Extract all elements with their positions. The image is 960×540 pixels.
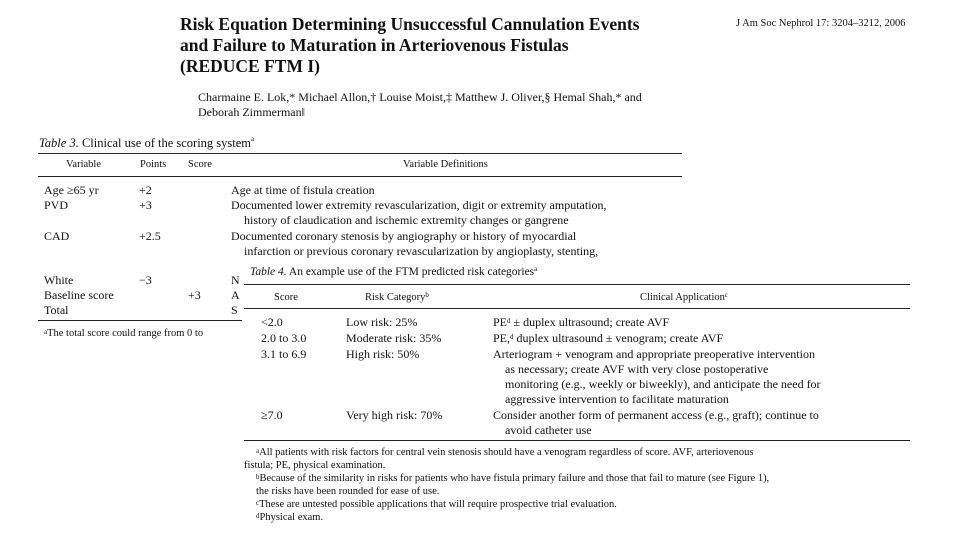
table3-row3-def: Documented coronary stenosis by angiography or history of myocardial bbox=[231, 229, 577, 243]
table4-col-application bbox=[640, 292, 728, 303]
table4-footnote-c bbox=[256, 498, 617, 511]
table3-row6-variable: Total bbox=[44, 303, 69, 317]
table4-row3-app-line3: monitoring (e.g., weekly or biweekly), and anticipate the need for bbox=[505, 377, 821, 391]
table3-col-score: Score bbox=[188, 159, 212, 170]
table4-footnote-d-sup: d bbox=[256, 512, 260, 520]
author-list bbox=[198, 90, 698, 120]
table4-row3-risk: High risk: 50% bbox=[346, 347, 420, 361]
table3-caption-label: Table 3. bbox=[39, 136, 79, 150]
table3-row3-variable: CAD bbox=[44, 229, 70, 243]
table3-col-definitions: Variable Definitions bbox=[403, 159, 488, 170]
table4-row4-app-line1: Consider another form of permanent access (e.g., graft); continue to bbox=[493, 408, 819, 422]
paper-title bbox=[180, 14, 720, 77]
table3-row2-def-cont: history of claudication and ischemic extremity changes or gangrene bbox=[244, 213, 569, 227]
table4-row2-risk: Moderate risk: 35% bbox=[346, 331, 442, 345]
table4-row2-app-text: duplex ultrasound ± venogram; create AVF bbox=[516, 331, 724, 345]
table3-row6-def: S bbox=[231, 303, 238, 317]
table4-footnote-d bbox=[256, 511, 323, 524]
table4-row1-score: <2.0 bbox=[261, 315, 283, 329]
table3-col-variable: Variable bbox=[66, 159, 101, 170]
table3-row5-score: +3 bbox=[188, 288, 201, 302]
title-line-2: and Failure to Maturation in Arteriovenous Fistulas bbox=[180, 35, 569, 55]
table3-col-points: Points bbox=[140, 159, 167, 170]
table4-row1-risk: Low risk: 25% bbox=[346, 315, 418, 329]
table4-row1-app-sup: d bbox=[507, 317, 511, 325]
table4-footnote-a-line2: fistula; PE, physical examination. bbox=[244, 460, 386, 471]
table4-row4-app-line2: avoid catheter use bbox=[505, 423, 592, 437]
table4-col-application-sup: c bbox=[724, 291, 728, 299]
table4-row2-app-sup: d bbox=[510, 333, 514, 341]
authors-line-1: Charmaine E. Lok,* Michael Allon,† Louise Moist,‡ Matthew J. Oliver,§ Hemal Shah,* and bbox=[198, 90, 642, 104]
table4-row3-score: 3.1 to 6.9 bbox=[261, 347, 307, 361]
table3-row3-points: +2.5 bbox=[139, 229, 161, 243]
table4-footnote-b-line2: the risks have been rounded for ease of use. bbox=[256, 486, 440, 497]
table3-row4-points: −3 bbox=[139, 273, 152, 287]
table3-caption-text: Clinical use of the scoring system bbox=[81, 136, 252, 150]
table4-row3-app-line2: as necessary; create AVF with very close postoperative bbox=[505, 362, 769, 376]
table4-caption-label: Table 4. bbox=[250, 266, 287, 278]
table4-row3-app-line4: aggressive intervention to facilitate maturation bbox=[505, 392, 729, 406]
table3-row1-points: +2 bbox=[139, 183, 152, 197]
table4-caption-sup: a bbox=[534, 265, 538, 273]
table3-row2-points: +3 bbox=[139, 198, 152, 212]
table4-footnote-c-sup: c bbox=[256, 499, 260, 507]
table4-footnote-c-text: These are untested possible applications that will require prospective trial evaluation. bbox=[259, 499, 617, 510]
authors-line-2: Deborah Zimmerman‖ bbox=[198, 105, 305, 119]
table4-col-risk-label: Risk Category bbox=[365, 292, 426, 303]
table4-row2-score: 2.0 to 3.0 bbox=[261, 331, 307, 345]
journal-citation: J Am Soc Nephrol 17: 3204–3212, 2006 bbox=[736, 18, 906, 29]
table3-row2-def: Documented lower extremity revascularization, digit or extremity amputation, bbox=[231, 198, 607, 212]
table4-footnote-a-line1 bbox=[256, 446, 754, 459]
table4-footnote-a-text: All patients with risk factors for central vein stenosis should have a venogram regardless of score. AVF, arteriovenous bbox=[259, 447, 754, 458]
table4-header-rule bbox=[244, 308, 910, 309]
table4-footnote-b-line1 bbox=[256, 472, 769, 485]
table4-row4-score: ≥7.0 bbox=[261, 408, 283, 422]
table4-caption bbox=[250, 266, 537, 278]
table3-row4-variable: White bbox=[44, 273, 74, 287]
table4-top-rule bbox=[244, 284, 910, 285]
table3-row1-def: Age at time of fistula creation bbox=[231, 183, 375, 197]
table4-col-score: Score bbox=[274, 292, 298, 303]
table4-caption-text: An example use of the FTM predicted risk categories bbox=[288, 266, 535, 278]
table4-footnote-d-text: Physical exam. bbox=[259, 512, 324, 523]
table3-footnote-sup: a bbox=[44, 328, 48, 336]
table4-footnote-a-sup: a bbox=[256, 447, 260, 455]
table3-caption bbox=[39, 136, 254, 151]
table4-footnote-b-text: Because of the similarity in risks for patients who have fistula primary failure and those that fail to mature (see Figure 1), bbox=[259, 473, 770, 484]
table3-row5-def: A bbox=[231, 288, 240, 302]
table3-row1-variable: Age ≥65 yr bbox=[44, 183, 99, 197]
title-line-3: (REDUCE FTM I) bbox=[180, 56, 320, 76]
table4-footnote-b-sup: b bbox=[256, 473, 260, 481]
table3-row5-variable: Baseline score bbox=[44, 288, 114, 302]
table4-col-risk-sup: b bbox=[425, 291, 429, 299]
table4-row1-app-prefix: PE bbox=[493, 315, 508, 329]
table4-row2-app bbox=[493, 331, 723, 345]
table3-caption-sup: a bbox=[251, 135, 255, 143]
table4-bottom-rule bbox=[244, 440, 910, 441]
table4-row1-app bbox=[493, 315, 669, 329]
table3-footnote-text: The total score could range from 0 to bbox=[47, 328, 204, 339]
table4-panel bbox=[242, 262, 918, 540]
table4-row2-app-prefix: PE, bbox=[493, 331, 511, 345]
table3-row4-def: N bbox=[231, 273, 240, 287]
table4-col-risk bbox=[365, 292, 429, 303]
table3-footnote bbox=[44, 327, 203, 340]
table3-top-rule bbox=[38, 153, 682, 154]
title-line-1: Risk Equation Determining Unsuccessful Cannulation Events bbox=[180, 14, 640, 34]
table3-row2-variable: PVD bbox=[44, 198, 69, 212]
table4-row3-app-line1: Arteriogram + venogram and appropriate preoperative intervention bbox=[493, 347, 815, 361]
table3-header-rule bbox=[38, 176, 682, 177]
table4-col-application-label: Clinical Application bbox=[640, 292, 725, 303]
table3-row3-def-cont: infarction or previous coronary revascularization by angioplasty, stenting, bbox=[244, 244, 599, 258]
table4-row4-risk: Very high risk: 70% bbox=[346, 408, 443, 422]
table4-row1-app-text: ± duplex ultrasound; create AVF bbox=[513, 315, 670, 329]
